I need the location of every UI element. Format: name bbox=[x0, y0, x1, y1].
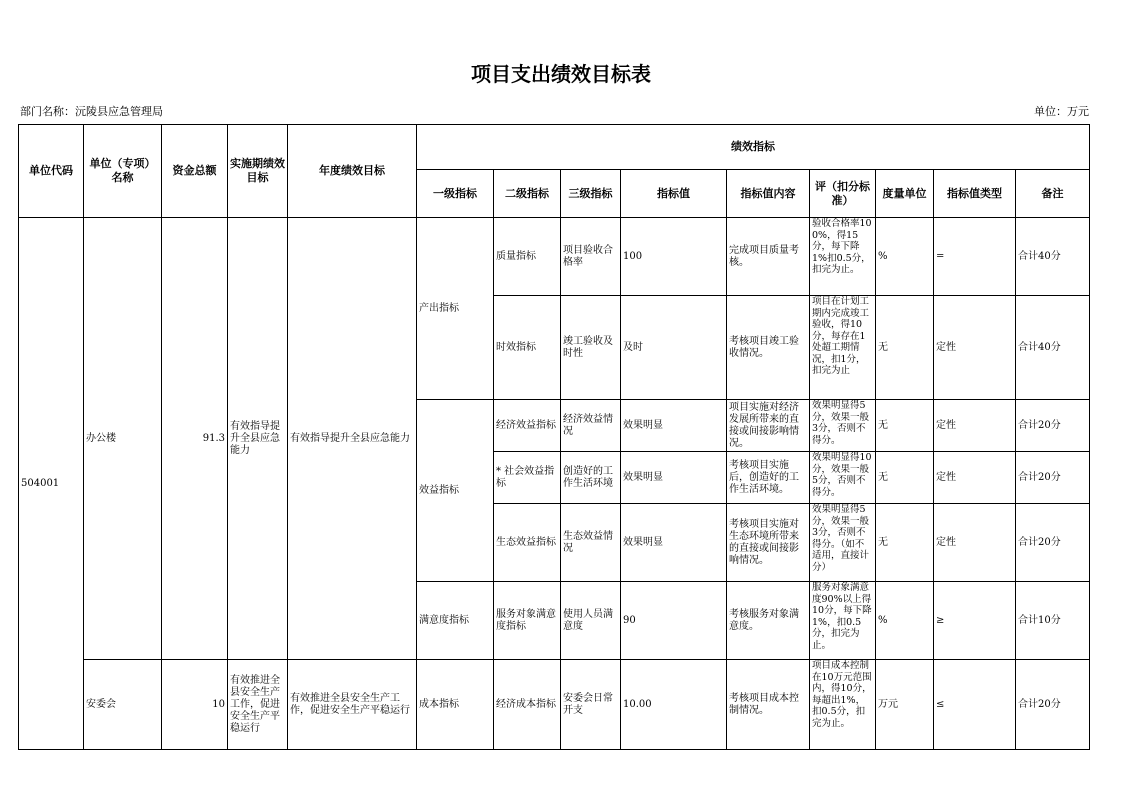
project-funds-cell: 10 bbox=[162, 660, 228, 750]
remark-cell: 合计40分 bbox=[1016, 296, 1090, 400]
header-value-content: 指标值内容 bbox=[727, 170, 810, 218]
impl-goal-cell: 有效推进全县安全生产工作，促进安全生产平稳运行 bbox=[228, 660, 288, 750]
scoring-cell: 项目在计划工期内完成竣工验收，得10分，每存在1处超工期情况，扣1分，扣完为止 bbox=[810, 296, 876, 400]
type-cell: ≥ bbox=[934, 582, 1016, 660]
level1-cell: 效益指标 bbox=[417, 400, 494, 582]
scoring-cell: 效果明显得5分，效果一般3分，否则不得分。 bbox=[810, 400, 876, 452]
value-cell: 效果明显 bbox=[621, 504, 727, 582]
value-cell: 及时 bbox=[621, 296, 727, 400]
measure-cell: 无 bbox=[876, 296, 934, 400]
header-level3: 三级指标 bbox=[561, 170, 621, 218]
page-title: 项目支出绩效目标表 bbox=[471, 62, 651, 86]
value-cell: 10.00 bbox=[621, 660, 727, 750]
remark-cell: 合计40分 bbox=[1016, 218, 1090, 296]
currency-unit: 单位：万元 bbox=[1034, 105, 1089, 118]
content-cell: 完成项目质量考核。 bbox=[727, 218, 810, 296]
scoring-cell: 效果明显得5分，效果一般3分，否则不得分。（如不适用，直接计分） bbox=[810, 504, 876, 582]
level3-cell: 经济效益情况 bbox=[561, 400, 621, 452]
measure-cell: % bbox=[876, 218, 934, 296]
header-level1: 一级指标 bbox=[417, 170, 494, 218]
level2-cell: 时效指标 bbox=[494, 296, 561, 400]
level3-cell: 使用人员满意度 bbox=[561, 582, 621, 660]
measure-cell: 无 bbox=[876, 504, 934, 582]
level2-cell: 服务对象满意度指标 bbox=[494, 582, 561, 660]
type-cell: 定性 bbox=[934, 400, 1016, 452]
header-unit-measure: 度量单位 bbox=[876, 170, 934, 218]
level2-cell: 质量指标 bbox=[494, 218, 561, 296]
type-cell: 定性 bbox=[934, 504, 1016, 582]
type-cell: = bbox=[934, 218, 1016, 296]
remark-cell: 合计10分 bbox=[1016, 582, 1090, 660]
content-cell: 考核项目实施后，创造好的工作生活环境。 bbox=[727, 452, 810, 504]
annual-goal-cell: 有效指导提升全县应急能力 bbox=[288, 218, 417, 660]
header-value: 指标值 bbox=[621, 170, 727, 218]
value-cell: 效果明显 bbox=[621, 452, 727, 504]
content-cell: 考核项目实施对生态环境所带来的直接或间接影响情况。 bbox=[727, 504, 810, 582]
measure-cell: 无 bbox=[876, 452, 934, 504]
remark-cell: 合计20分 bbox=[1016, 504, 1090, 582]
level3-cell: 竣工验收及时性 bbox=[561, 296, 621, 400]
level2-cell: 经济效益指标 bbox=[494, 400, 561, 452]
impl-goal-cell: 有效指导提升全县应急能力 bbox=[228, 218, 288, 660]
project-name-cell: 办公楼 bbox=[84, 218, 162, 660]
type-cell: ≤ bbox=[934, 660, 1016, 750]
table-row bbox=[19, 660, 1090, 750]
level1-cell: 产出指标 bbox=[417, 218, 494, 400]
value-cell: 90 bbox=[621, 582, 727, 660]
type-cell: 定性 bbox=[934, 452, 1016, 504]
table-row bbox=[19, 218, 1090, 296]
measure-cell: % bbox=[876, 582, 934, 660]
value-cell: 100 bbox=[621, 218, 727, 296]
level3-cell: 创造好的工作生活环境 bbox=[561, 452, 621, 504]
measure-cell: 无 bbox=[876, 400, 934, 452]
level2-cell: 经济成本指标 bbox=[494, 660, 561, 750]
level3-cell: 项目验收合格率 bbox=[561, 218, 621, 296]
header-perf-indicators: 绩效指标 bbox=[417, 125, 1090, 170]
scoring-cell: 验收合格率100%，得15分，每下降1%扣0.5分，扣完为止。 bbox=[810, 218, 876, 296]
content-cell: 考核项目竣工验收情况。 bbox=[727, 296, 810, 400]
level3-cell: 安委会日常开支 bbox=[561, 660, 621, 750]
measure-cell: 万元 bbox=[876, 660, 934, 750]
header-level2: 二级指标 bbox=[494, 170, 561, 218]
scoring-cell: 服务对象满意度90%以上得10分，每下降1%，扣0.5分，扣完为止。 bbox=[810, 582, 876, 660]
unit-code-cell: 504001 bbox=[19, 218, 84, 750]
level2-cell: 生态效益指标 bbox=[494, 504, 561, 582]
remark-cell: 合计20分 bbox=[1016, 400, 1090, 452]
content-cell: 项目实施对经济发展所带来的直接或间接影响情况。 bbox=[727, 400, 810, 452]
scoring-cell: 效果明显得10分，效果一般5分，否则不得分。 bbox=[810, 452, 876, 504]
value-cell: 效果明显 bbox=[621, 400, 727, 452]
header-unit-code: 单位代码 bbox=[19, 125, 84, 218]
performance-table bbox=[18, 124, 1090, 750]
header-remark: 备注 bbox=[1016, 170, 1090, 218]
level3-cell: 生态效益情况 bbox=[561, 504, 621, 582]
level1-cell: 满意度指标 bbox=[417, 582, 494, 660]
level1-cell: 成本指标 bbox=[417, 660, 494, 750]
content-cell: 考核服务对象满意度。 bbox=[727, 582, 810, 660]
header-unit-name: 单位（专项）名称 bbox=[84, 125, 162, 218]
annual-goal-cell: 有效推进全县安全生产工作，促进安全生产平稳运行 bbox=[288, 660, 417, 750]
department-name: 部门名称：沅陵县应急管理局 bbox=[20, 105, 163, 118]
type-cell: 定性 bbox=[934, 296, 1016, 400]
content-cell: 考核项目成本控制情况。 bbox=[727, 660, 810, 750]
remark-cell: 合计20分 bbox=[1016, 660, 1090, 750]
scoring-cell: 项目成本控制在10万元范围内，得10分，每超出1%，扣0.5分，扣完为止。 bbox=[810, 660, 876, 750]
remark-cell: 合计20分 bbox=[1016, 452, 1090, 504]
header-row-1 bbox=[19, 125, 1090, 170]
project-name-cell: 安委会 bbox=[84, 660, 162, 750]
header-impl-goal: 实施期绩效目标 bbox=[228, 125, 288, 218]
project-funds-cell: 91.3 bbox=[162, 218, 228, 660]
header-total-funds: 资金总额 bbox=[162, 125, 228, 218]
header-annual-goal: 年度绩效目标 bbox=[288, 125, 417, 218]
header-value-type: 指标值类型 bbox=[934, 170, 1016, 218]
level2-cell: * 社会效益指标 bbox=[494, 452, 561, 504]
header-scoring: 评（扣分标准） bbox=[810, 170, 876, 218]
